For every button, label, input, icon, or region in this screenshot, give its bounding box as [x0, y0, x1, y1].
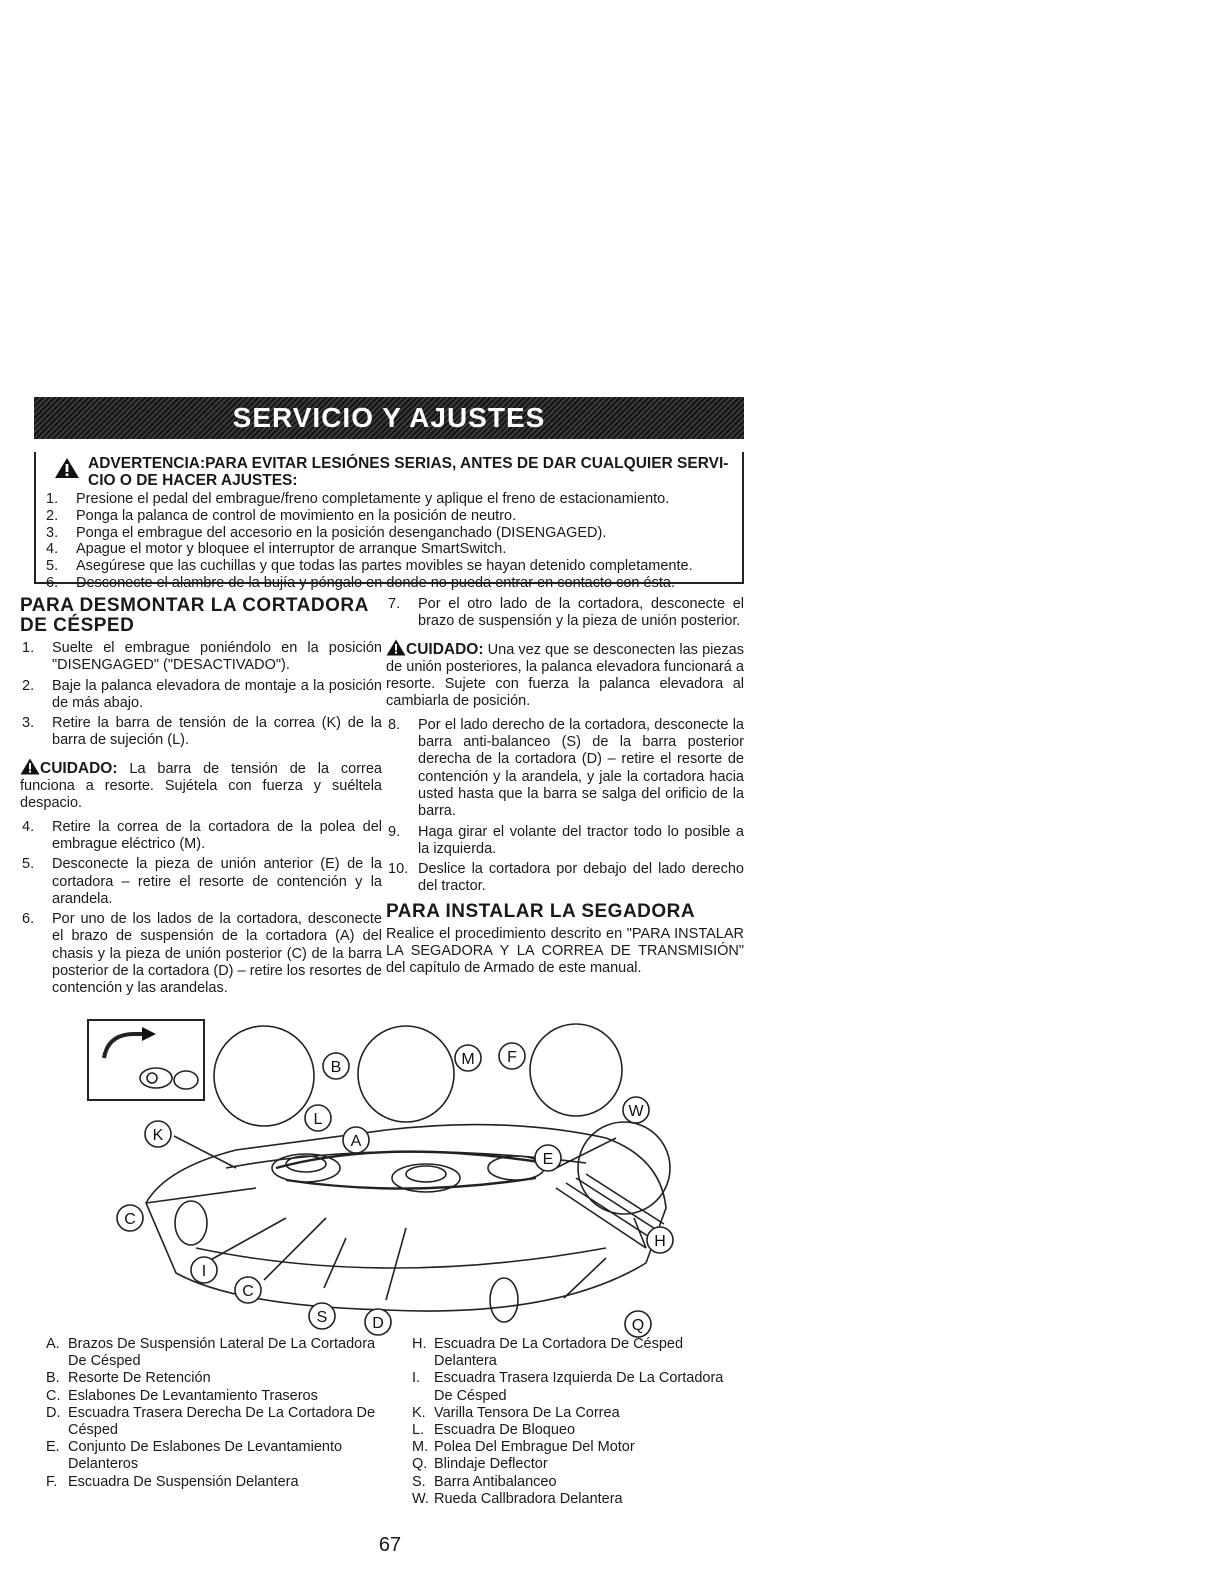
page-number: 67 [378, 1534, 402, 1556]
legend-item [46, 1388, 396, 1405]
remove-mower-title: PARA DESMONTAR LA CORTADORA DE CÉSPED [20, 595, 369, 636]
legend-text: Barra Antibalanceo [434, 1473, 557, 1490]
callout-c [117, 1205, 143, 1231]
detail-circle-right [530, 1024, 622, 1116]
list-item [386, 861, 744, 896]
callout-b [323, 1053, 349, 1079]
remove-steps-3 [386, 596, 744, 631]
callout-l [305, 1105, 331, 1131]
callout-label: C [124, 1211, 136, 1228]
caution-note-1 [20, 758, 382, 813]
legend-text: Blindaje Deflector [434, 1456, 548, 1473]
callout-label: S [316, 1309, 328, 1326]
item-text: Asegúrese que las cuchillas y que todas las partes movibles se hayan detenido completamente. [76, 558, 693, 575]
callout-w [623, 1097, 649, 1123]
item-text: Deslice la cortadora por debajo del lado derecho del tractor. [418, 861, 744, 895]
callout-c [235, 1277, 261, 1303]
legend-key: F. [46, 1473, 58, 1490]
callout-label: I [201, 1263, 207, 1280]
remove-steps-4 [386, 717, 744, 896]
legend-key: S. [412, 1473, 426, 1490]
rotation-arrow-icon [104, 1034, 144, 1058]
callout-f [499, 1043, 525, 1069]
legend-item [412, 1474, 732, 1491]
item-number: 6. [22, 911, 35, 928]
legend-text: Polea Del Embrague Del Motor [434, 1439, 635, 1456]
item-text: Por el otro lado de la cortadora, desconecte el brazo de suspensión y la pieza de unión posterior. [418, 596, 744, 630]
item-text: Baje la palanca elevadora de montaje a la posición de más abajo. [52, 677, 382, 711]
item-text: Por el lado derecho de la cortadora, desconecte la barra anti-balanceo (S) de la barra posterior derecha de la cortadora (D) – retire el resorte de contención y la arandela, y jale la cortadora hacia usted hasta que la barra se salga del orificio de la barra. [418, 716, 744, 820]
legend-text: Resorte De Retención [68, 1370, 211, 1387]
section-banner [34, 397, 744, 439]
list-item [44, 525, 734, 542]
callout-k [145, 1121, 171, 1147]
callout-label: M [461, 1051, 475, 1068]
callout-label: E [542, 1151, 554, 1168]
legend-item [412, 1456, 732, 1473]
warning-box [34, 452, 744, 591]
callout-label: D [372, 1315, 384, 1332]
item-number: 1. [46, 491, 59, 507]
item-number: 5. [22, 856, 35, 873]
legend-text: Rueda Callbradora Delantera [434, 1490, 623, 1507]
legend-text: Varilla Tensora De La Correa [434, 1404, 620, 1421]
banner-title: SERVICIO Y AJUSTES [232, 402, 546, 433]
caution-note-2 [386, 639, 744, 711]
legend-item [46, 1474, 396, 1491]
legend-text: Escuadra De La Cortadora De Césped Delantera [434, 1336, 684, 1370]
caution-label: CUIDADO: [40, 759, 118, 777]
legend-key: K. [412, 1404, 426, 1421]
list-item [386, 717, 744, 821]
item-number: 10. [388, 861, 409, 878]
list-item [20, 911, 382, 997]
callout-label: Q [631, 1317, 645, 1334]
item-number: 3. [22, 715, 35, 732]
legend-item [412, 1439, 732, 1456]
callout-h [647, 1227, 673, 1253]
callout-s [309, 1303, 335, 1329]
caution-text: Una vez que se desconecten las piezas de unión posteriores, la palanca elevadora funcionará a resorte. Sujete con fuerza la palanca elevadora al cambiarla de posición. [386, 641, 744, 710]
list-item [44, 541, 734, 558]
callout-label: A [350, 1133, 362, 1150]
detail-circle-center [358, 1026, 454, 1122]
legend-text: Escuadra Trasera Derecha De La Cortadora De Césped [68, 1404, 376, 1439]
list-item [44, 575, 734, 592]
legend-key: C. [46, 1387, 61, 1404]
legend-text: Conjunto De Eslabones De Levantamiento Delanteros [68, 1439, 343, 1473]
callout-label: B [330, 1059, 342, 1076]
item-text: Ponga la palanca de control de movimiento en la posición de neutro. [76, 507, 517, 524]
item-text: Suelte el embrague poniéndolo en la posición "DISENGAGED" ("DESACTIVADO"). [52, 640, 382, 674]
legend-item [412, 1405, 732, 1422]
remove-steps-1 [20, 640, 382, 750]
caution-triangle-icon [386, 639, 406, 656]
callout-label: W [628, 1103, 644, 1120]
legend-text: Escuadra De Suspensión Delantera [68, 1473, 299, 1490]
list-item [386, 824, 744, 859]
left-column [20, 596, 382, 1001]
item-number: 4. [46, 541, 59, 558]
legend-text: Escuadra Trasera Izquierda De La Cortadora De Césped [434, 1370, 724, 1404]
callout-label: L [313, 1111, 323, 1128]
item-number: 8. [388, 716, 401, 733]
legend-key: D. [46, 1404, 61, 1421]
list-item [44, 508, 734, 525]
list-item [386, 596, 744, 631]
legend-right [412, 1336, 732, 1508]
legend-item [412, 1336, 732, 1370]
caution-label: CUIDADO: [406, 640, 484, 658]
callout-q [625, 1311, 651, 1337]
list-item [20, 678, 382, 713]
list-item [44, 558, 734, 575]
legend-left [46, 1336, 396, 1491]
item-text: Haga girar el volante del tractor todo lo posible a la izquierda. [418, 823, 744, 857]
callout-e [535, 1145, 561, 1171]
item-text: Por uno de los lados de la cortadora, desconecte el brazo de suspensión de la cortadora (A) del chasis y la pieza de unión posterior (C) de la barra posterior de la cortadora (D) – retire los resortes de contención y las arandelas. [52, 911, 382, 997]
item-text: Retire la barra de tensión de la correa (K) de la barra de sujeción (L). [52, 715, 382, 749]
callout-d [365, 1309, 391, 1335]
install-paragraph: Realice el procedimiento descrito en "PARA INSTALAR LA SEGADORA Y LA CORREA DE TRANSMISIÓN" del capítulo de Armado de este manual. [386, 925, 744, 977]
legend-key: B. [46, 1370, 60, 1387]
legend-item [46, 1439, 396, 1473]
caution-triangle-icon [20, 758, 40, 775]
item-text: Desconecte el alambre de la bujía y póngalo en donde no pueda entrar en contacto con ésta. [76, 574, 675, 591]
legend-key: L. [412, 1422, 425, 1439]
callout-label: K [152, 1127, 164, 1144]
list-item [44, 491, 734, 508]
legend-item [412, 1422, 732, 1439]
legend-text: Eslabones De Levantamiento Traseros [68, 1387, 318, 1404]
callout-a [343, 1127, 369, 1153]
warning-heading [44, 455, 734, 489]
list-item [20, 640, 382, 675]
item-number: 1. [22, 640, 35, 656]
front-gauge-wheel [490, 1278, 518, 1322]
warning-heading-line1: ADVERTENCIA:PARA EVITAR LESIÓNES SERIAS, ANTES DE DAR CUALQUIER SERVI- [88, 455, 729, 472]
legend-item [412, 1370, 732, 1404]
item-number: 6. [46, 574, 59, 591]
legend-key: Q. [412, 1456, 428, 1473]
item-text: Apague el motor y bloquee el interruptor de arranque SmartSwitch. [76, 541, 507, 558]
caution-text: La barra de tensión de la correa funciona a resorte. Sujétela con fuerza y suéltela despacio. [20, 760, 382, 812]
warning-triangle-icon [54, 457, 80, 479]
legend-item [46, 1405, 396, 1439]
callout-m [455, 1045, 481, 1071]
legend-item [412, 1491, 732, 1508]
legend-item [46, 1336, 396, 1370]
legend-key: A. [46, 1336, 60, 1352]
warning-heading-line2: CIO O DE HACER AJUSTES: [88, 472, 298, 489]
callout-i [191, 1257, 217, 1283]
item-number: 9. [388, 823, 401, 840]
item-text: Ponga el embrague del accesorio en la posición desenganchado (DISENGAGED). [76, 524, 607, 541]
item-text: Presione el pedal del embrague/freno completamente y aplique el freno de estacionamiento. [76, 491, 670, 507]
callout-label: F [507, 1049, 517, 1066]
item-number: 2. [46, 507, 59, 524]
item-number: 4. [22, 818, 35, 835]
install-mower-title: PARA INSTALAR LA SEGADORA [386, 900, 696, 922]
item-number: 2. [22, 677, 35, 694]
list-item [20, 715, 382, 750]
item-number: 5. [46, 558, 59, 575]
right-column [386, 596, 744, 978]
legend-text: Brazos De Suspensión Lateral De La Cortadora De Césped [68, 1336, 376, 1370]
legend-key: M. [412, 1439, 429, 1456]
item-number: 3. [46, 524, 59, 541]
legend-item [46, 1370, 396, 1387]
warning-list [44, 491, 734, 592]
legend-text: Escuadra De Bloqueo [434, 1422, 576, 1439]
rear-wheel [175, 1201, 207, 1245]
legend-key: W. [412, 1490, 429, 1507]
legend-key: H. [412, 1336, 427, 1352]
item-text: Retire la correa de la cortadora de la polea del embrague eléctrico (M). [52, 818, 382, 852]
legend-key: I. [412, 1370, 421, 1387]
callout-label: H [654, 1233, 666, 1250]
item-number: 7. [388, 596, 401, 612]
detail-circle-left [214, 1026, 314, 1126]
legend-key: E. [46, 1439, 60, 1456]
detail-circle-wheel [578, 1122, 670, 1214]
remove-steps-2 [20, 819, 382, 998]
mower-deck-diagram [86, 1018, 686, 1338]
list-item [20, 819, 382, 854]
list-item [20, 856, 382, 908]
item-text: Desconecte la pieza de unión anterior (E) de la cortadora – retire el resorte de contención y la arandela. [52, 856, 382, 907]
callout-label: C [242, 1283, 254, 1300]
diagram-callouts [117, 1043, 673, 1337]
